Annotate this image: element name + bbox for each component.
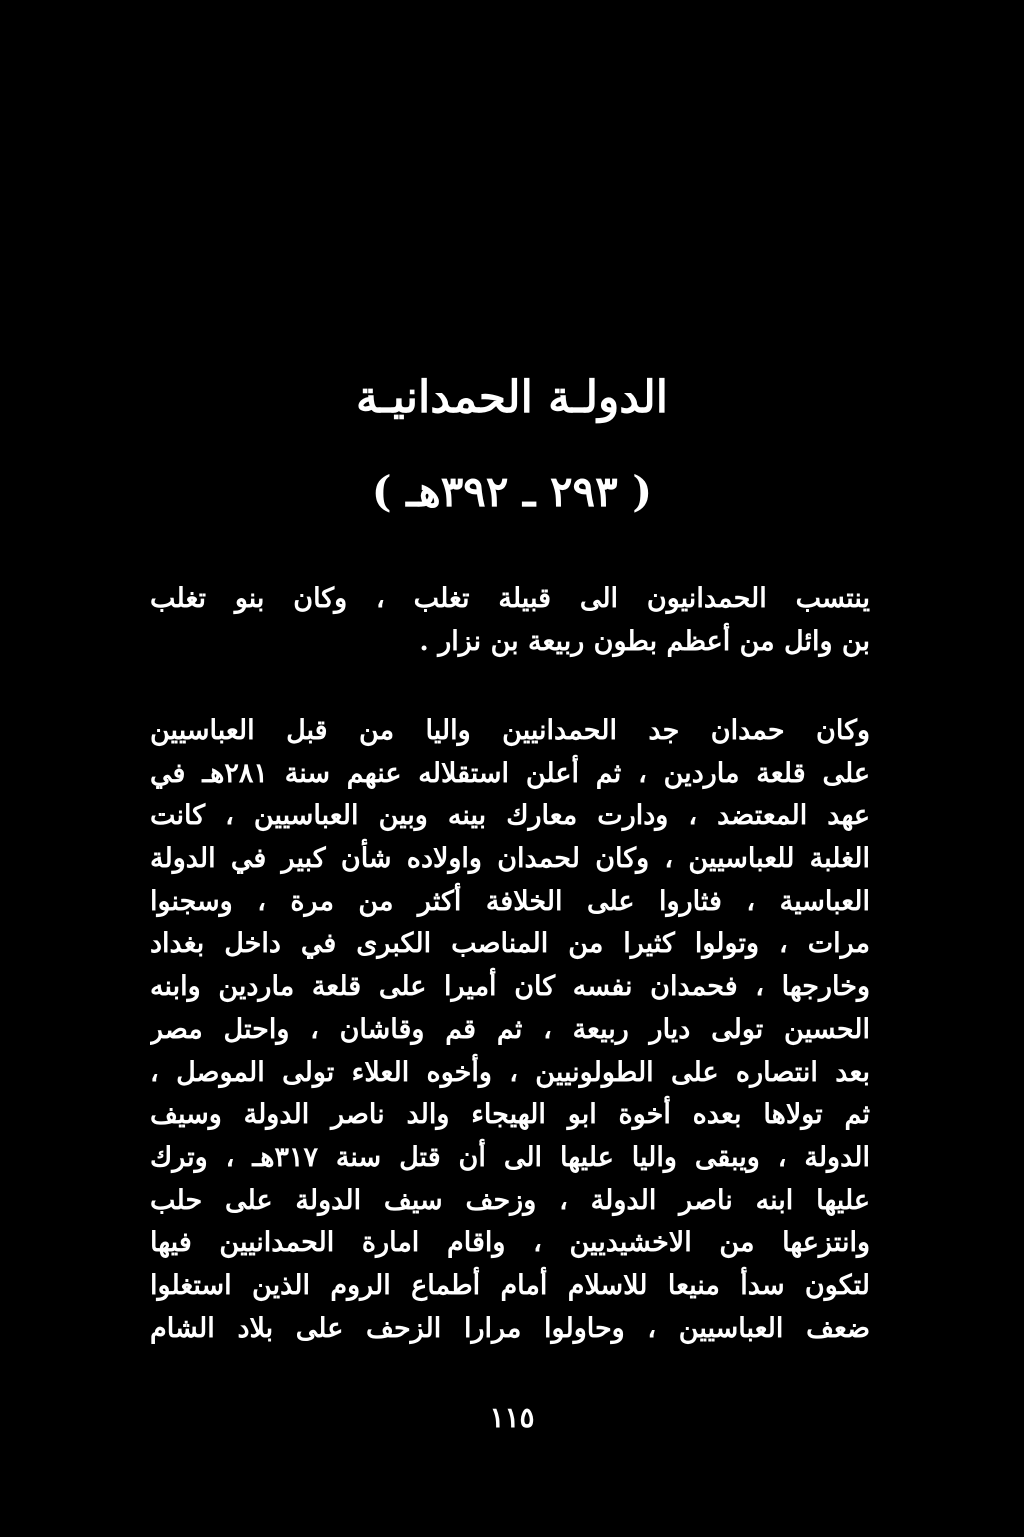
text-line: وكان حمدان جد الحمدانيين واليا من قبل العباسيين (150, 715, 870, 746)
text-line: الحسين تولى ديار ربيعة ، ثم قم وقاشان ، واحتل مصر (150, 1013, 870, 1045)
chapter-title: الدولـة الحمدانيـة (356, 372, 668, 423)
text-line: ينتسب الحمدانيون الى قبيلة تغلب ، وكان بنو تغلب (150, 583, 870, 614)
text-line: وانتزعها من الاخشيديين ، واقام امارة الحمدانيين فيها (150, 1227, 870, 1259)
text-line: العباسية ، فثاروا على الخلافة أكثر من مرة ، وسجنوا (150, 885, 870, 917)
text-line: ثم تولاها بعده أخوة ابو الهيجاء والد ناصر الدولة وسيف (150, 1099, 870, 1131)
text-line: الغلبة للعباسيين ، وكان لحمدان واولاده شأن كبير في الدولة (150, 843, 870, 875)
text-line: عهد المعتضد ، ودارت معارك بينه وبين العباسيين ، كانت (150, 800, 870, 832)
text-line: لتكون سدأ منيعا للاسلام أمام أطماع الروم الذين استغلوا (150, 1269, 870, 1301)
text-line: مرات ، وتولوا كثيرا من المناصب الكبرى في داخل بغداد (150, 928, 870, 960)
chapter-date-range: ( ٢٩٣ ـ ٣٩٢هـ ) (371, 467, 653, 516)
text-line: ضعف العباسيين ، وحاولوا مرارا الزحف على بلاد الشام (150, 1312, 870, 1344)
text-line: الدولة ، ويبقى واليا عليها الى أن قتل سنة ٣١٧هـ ، وترك (150, 1141, 870, 1173)
text-line: بعد انتصاره على الطولونيين ، وأخوه العلاء تولى الموصل ، (150, 1056, 870, 1088)
text-line: وخارجها ، فحمدان نفسه كان أميرا على قلعة ماردين وابنه (150, 971, 870, 1003)
page-number: ١١٥ (489, 1401, 535, 1434)
paragraph-intro (150, 578, 870, 663)
text-line: عليها ابنه ناصر الدولة ، وزحف سيف الدولة على حلب (150, 1184, 870, 1216)
text-line: على قلعة ماردين ، ثم أعلن استقلاله عنهم سنة ٢٨١هـ في (150, 757, 870, 789)
paragraph-history (150, 710, 870, 1350)
text-line: بن وائل من أعظم بطون ربيعة بن نزار . (419, 625, 870, 657)
